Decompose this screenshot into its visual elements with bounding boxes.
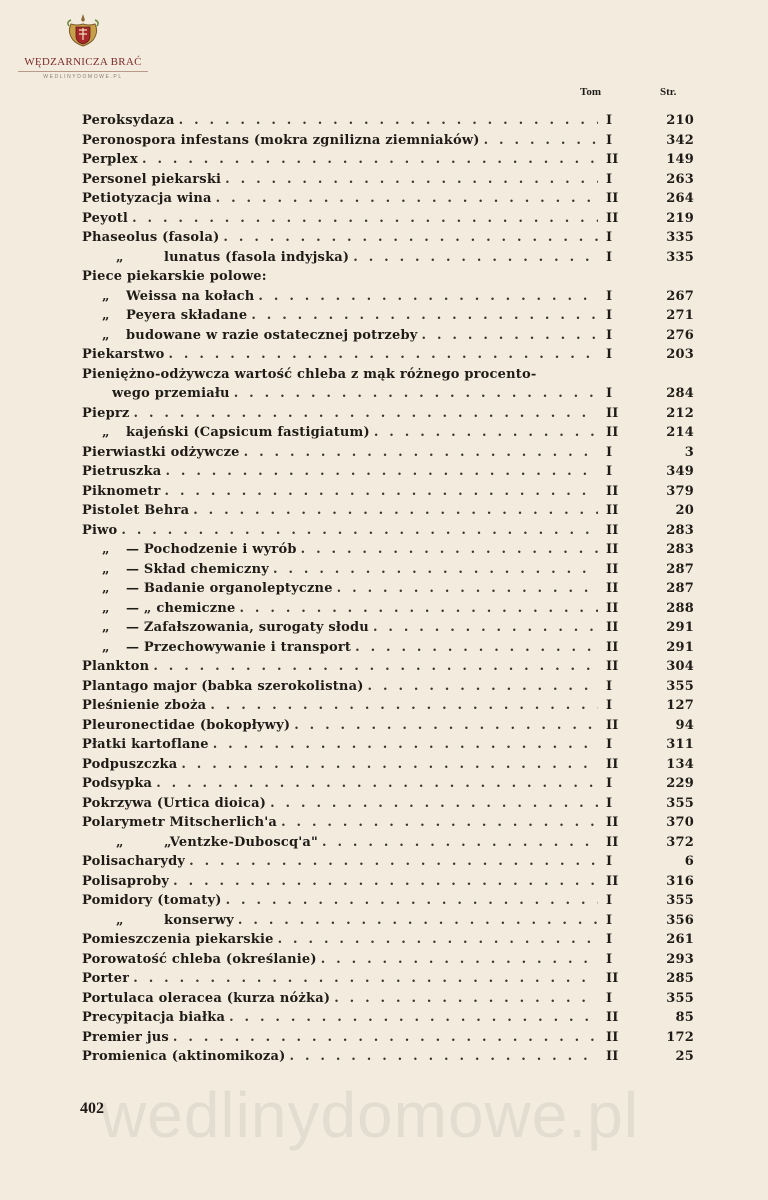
entry-page: 134 [666,756,694,772]
leader-dots [121,523,598,538]
entry-name: Pomieszczenia piekarskie [82,932,274,947]
index-entry [82,1010,694,1030]
entry-page: 264 [666,191,694,206]
entry-name: Perplex [82,152,138,167]
entry-page: 283 [666,542,694,557]
leader-dots [210,698,598,713]
entry-page: 285 [666,971,694,986]
index-entry [82,1049,694,1069]
entry-name: — Pochodzenie i wyrób [126,542,297,557]
entry-page: 316 [666,873,694,889]
entry-volume: II [606,210,619,226]
entry-volume: II [606,425,619,440]
ditto-mark: „ [102,639,110,655]
entry-name: Piwo [82,522,118,538]
entry-name: Piece piekarskie polowe: [82,269,267,284]
leader-dots [216,191,598,206]
index-entry [82,640,694,660]
entry-volume: I [606,776,613,791]
entry-volume: I [606,854,613,869]
entry-volume: II [606,815,619,830]
leader-dots [189,854,598,869]
entry-name: Pokrzywa (Urtica dioica) [82,795,267,811]
leader-dots [173,874,598,889]
entry-name: Personel piekarski [82,171,222,187]
leader-dots [422,328,598,343]
leader-dots [301,542,598,557]
entry-volume: I [606,132,613,148]
entry-name: wego przemiału [112,386,230,401]
entry-volume: I [606,893,613,908]
entry-page: 210 [666,113,694,128]
entry-name: Piknometr [82,483,161,499]
index-entry [82,230,694,250]
leader-dots [355,640,598,655]
index-entry [82,581,694,601]
entry-name: Phaseolus (fasola) [82,230,220,245]
entry-volume: II [606,620,619,635]
entry-volume: I [606,386,613,401]
entry-name: — Zafałszowania, surogaty słodu [126,620,369,635]
index-entry [82,737,694,757]
entry-name: Polarymetr Mitscherlich'a [82,815,278,830]
leader-dots [334,991,598,1006]
ditto-mark: „ [102,327,110,343]
index-entry [82,913,694,933]
ditto-mark: „ [102,308,110,323]
index-entry [82,757,694,777]
entry-volume: II [606,581,619,596]
entry-name: Pietruszka [82,464,162,479]
index-entry [82,464,694,484]
watermark: wedlinydomowe.pl [100,1079,639,1151]
entry-page: 342 [666,132,694,148]
entry-name: Promienica (aktinomikoza) [82,1049,286,1064]
index-entry [82,679,694,699]
ditto-mark: „ [102,600,110,616]
entry-volume: II [606,405,619,421]
entry-page: 355 [666,678,694,694]
leader-dots [258,289,598,304]
leader-dots [225,172,598,187]
leader-dots [213,737,598,752]
publisher-logo [18,12,148,80]
entry-volume: I [606,951,613,967]
index-entry [82,523,694,543]
index-entry [82,874,694,894]
index-entry [82,796,694,816]
leader-dots [156,776,598,791]
entry-page: 229 [666,776,694,791]
entry-volume: I [606,347,613,362]
entry-volume: I [606,288,613,304]
entry-volume: I [606,249,613,265]
entry-page: 355 [666,893,694,908]
entry-page: 94 [675,717,694,733]
entry-name: — „ chemiczne [126,600,236,616]
page-number: 402 [80,1100,104,1117]
leader-dots [294,718,598,733]
entry-name: Podpuszczka [82,756,178,772]
entry-page: 283 [666,522,694,538]
leader-dots [273,562,598,577]
entry-name: Pierwiastki odżywcze [82,444,240,460]
entry-page: 372 [666,834,694,850]
entry-volume: II [606,756,619,772]
entry-page: 219 [666,210,694,226]
entry-name: Plantago major (babka szerokolistna) [82,678,364,694]
column-header-tom: Tom [580,86,601,98]
entry-name: Portulaca oleracea (kurza nóżka) [82,990,331,1006]
index-entry [82,269,694,289]
entry-name: Płatki kartoflane [82,737,209,752]
leader-dots [179,113,598,128]
leader-dots [321,952,598,967]
entry-name: Peronospora infestans (mokra zgnilizna ziemniaków) [82,132,480,148]
entry-volume: II [606,600,619,616]
entry-page: 356 [666,912,694,928]
leader-dots [132,211,598,226]
entry-volume: I [606,308,613,323]
index-entry [82,484,694,504]
entry-name: budowane w razie ostatecznej potrzeby [126,327,418,343]
entry-volume: I [606,737,613,752]
leader-dots [134,406,598,421]
entry-name: konserwy [164,912,234,928]
leader-dots [278,932,598,947]
leader-dots [270,796,598,811]
leader-dots [373,620,598,635]
entry-name: Polisacharydy [82,854,186,869]
entry-name: Pleśnienie zboża [82,698,207,713]
leader-dots [337,581,598,596]
entry-volume: II [606,561,619,577]
ditto-mark: „ [116,249,124,265]
entry-volume: II [606,1049,619,1064]
entry-volume: II [606,971,619,986]
entry-page: 291 [666,620,694,635]
entry-page: 212 [666,405,694,421]
entry-page: 291 [666,639,694,655]
entry-volume: I [606,795,613,811]
entry-page: 214 [666,425,694,440]
entry-page: 25 [675,1049,694,1064]
leader-dots [165,484,598,499]
entry-volume: II [606,503,619,518]
leader-dots [165,464,598,479]
entry-volume: II [606,522,619,538]
entry-name: Premier jus [82,1029,169,1045]
entry-page: 149 [666,152,694,167]
leader-dots [238,913,598,928]
entry-page: 287 [666,561,694,577]
entry-page: 335 [666,230,694,245]
index-entry [82,191,694,211]
entry-volume: II [606,152,619,167]
entry-page: 263 [666,171,694,187]
leader-dots [193,503,598,518]
index-entry [82,718,694,738]
entry-volume: I [606,912,613,928]
ditto-mark: „ [116,912,124,928]
ditto-mark: „ [116,834,124,850]
entry-name: Porter [82,971,130,986]
logo-title: WĘDZARNICZA BRAĆ [24,56,142,68]
leader-dots [353,250,598,265]
leader-dots [290,1049,599,1064]
index-entry [82,952,694,972]
entry-name: kajeński (Capsicum fastigiatum) [126,425,370,440]
entry-volume: I [606,464,613,479]
index-entry [82,289,694,309]
index-entry [82,328,694,348]
entry-name: „Ventzke-Duboscq'a" [164,834,319,850]
entry-page: 267 [666,288,694,304]
index-entry [82,971,694,991]
leader-dots [168,347,598,362]
entry-name: Peyotl [82,210,129,226]
entry-name: Pieprz [82,405,130,421]
index-entry [82,1030,694,1050]
leader-dots [368,679,598,694]
leader-dots [244,445,598,460]
leader-dots [239,601,598,616]
entry-name: — Badanie organoleptyczne [126,581,333,596]
index-entry [82,854,694,874]
index-entry [82,152,694,172]
entry-page: 3 [684,444,694,460]
index-entry [82,425,694,445]
ditto-mark: „ [102,581,110,596]
index-entry [82,562,694,582]
ditto-mark: „ [102,288,110,304]
index-entry [82,172,694,192]
entry-name: — Przechowywanie i transport [126,639,352,655]
leader-dots [229,1010,598,1025]
entry-name: Petiotyzacja wina [82,191,212,206]
index-entry [82,308,694,328]
entry-page: 261 [666,932,694,947]
index-entry [82,932,694,952]
entry-name: Pleuronectidae (bokopływy) [82,717,291,733]
leader-dots [223,230,598,245]
entry-page: 20 [675,503,694,518]
index-entry [82,211,694,231]
entry-page: 172 [666,1029,694,1045]
entry-name: Pomidory (tomaty) [82,893,222,908]
leader-dots [226,893,598,908]
leader-dots [234,386,598,401]
entry-name: Plankton [82,659,150,674]
entry-volume: II [606,659,619,674]
ditto-mark: „ [102,425,110,440]
entry-name: lunatus (fasola indyjska) [164,249,350,265]
entry-volume: I [606,113,613,128]
entry-page: 85 [675,1010,694,1025]
logo-subtitle: WEDLINYDOMOWE.PL [43,74,123,80]
entry-volume: I [606,327,613,343]
index-list [82,113,694,1069]
entry-volume: I [606,444,613,460]
index-entry [82,250,694,270]
entry-volume: II [606,542,619,557]
entry-volume: I [606,171,613,187]
entry-volume: I [606,990,613,1006]
entry-page: 6 [684,854,694,869]
entry-volume: II [606,717,619,733]
entry-name: Porowatość chleba (określanie) [82,951,317,967]
entry-volume: I [606,932,613,947]
entry-name: Peroksydaza [82,113,175,128]
leader-dots [251,308,598,323]
index-entry [82,835,694,855]
entry-name: Pistolet Behra [82,503,190,518]
leader-dots [181,757,598,772]
entry-name: Weissa na kołach [126,288,255,304]
index-entry [82,503,694,523]
leader-dots [133,971,598,986]
entry-page: 304 [666,659,694,674]
index-entry [82,601,694,621]
leader-dots [142,152,598,167]
entry-volume: II [606,1010,619,1025]
logo-divider [18,71,148,72]
index-entry [82,367,694,387]
leader-dots [153,659,598,674]
entry-page: 379 [666,483,694,499]
ditto-mark: „ [102,542,110,557]
leader-dots [322,835,598,850]
index-entry [82,698,694,718]
entry-volume: II [606,483,619,499]
entry-page: 335 [666,249,694,265]
entry-volume: II [606,639,619,655]
index-entry [82,893,694,913]
entry-volume: I [606,678,613,694]
entry-page: 284 [666,386,694,401]
entry-page: 293 [666,951,694,967]
entry-volume: II [606,191,619,206]
entry-page: 127 [666,698,694,713]
entry-page: 287 [666,581,694,596]
entry-name: Polisaproby [82,873,170,889]
entry-name: Podsypka [82,776,153,791]
entry-name: — Skład chemiczny [126,561,269,577]
index-entry [82,113,694,133]
entry-page: 203 [666,347,694,362]
entry-name: Peyera składane [126,308,248,323]
index-entry [82,659,694,679]
entry-name: Pieniężno-odżywcza wartość chleba z mąk różnego procento- [82,366,537,382]
entry-page: 288 [666,600,694,616]
leader-dots [173,1030,598,1045]
entry-name: Piekarstwo [82,347,165,362]
index-entry [82,991,694,1011]
entry-volume: II [606,873,619,889]
entry-page: 355 [666,795,694,811]
entry-volume: I [606,698,613,713]
entry-volume: II [606,1029,619,1045]
index-entry [82,445,694,465]
entry-page: 276 [666,327,694,343]
index-entry [82,133,694,153]
ditto-mark: „ [102,561,110,577]
entry-page: 311 [666,737,694,752]
entry-volume: I [606,230,613,245]
index-entry [82,347,694,367]
entry-page: 271 [666,308,694,323]
leader-dots [281,815,598,830]
column-header-str: Str. [660,86,677,98]
entry-volume: II [606,834,619,850]
index-entry [82,620,694,640]
entry-page: 370 [666,815,694,830]
crest-icon [63,12,103,52]
index-entry [82,776,694,796]
index-entry [82,815,694,835]
leader-dots [374,425,598,440]
index-entry [82,542,694,562]
leader-dots [484,133,598,148]
entry-page: 349 [666,464,694,479]
entry-page: 355 [666,990,694,1006]
index-entry [82,386,694,406]
entry-name: Precypitacja białka [82,1010,226,1025]
ditto-mark: „ [102,620,110,635]
index-entry [82,406,694,426]
